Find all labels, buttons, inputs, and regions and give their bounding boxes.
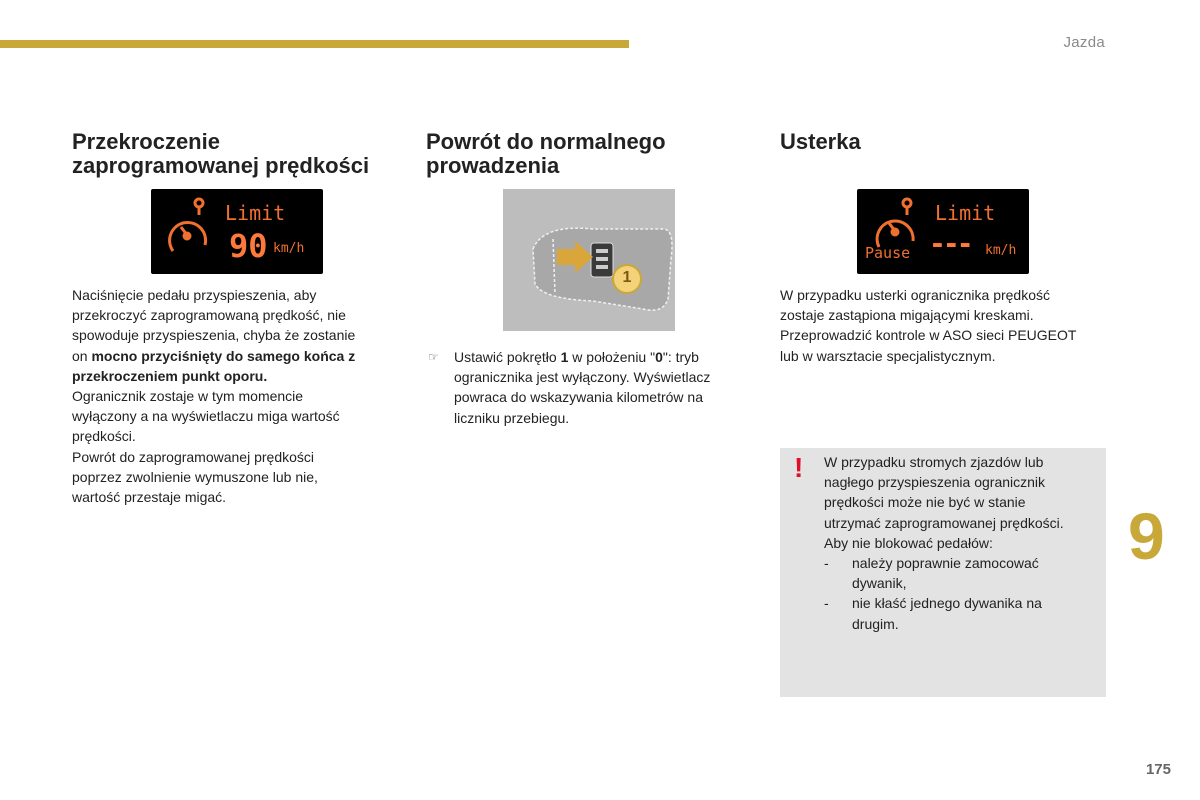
col1-text: on (72, 347, 92, 364)
section-title: Jazda (1063, 34, 1105, 51)
col1-line: prędkości. (72, 428, 136, 445)
col3-body (780, 285, 1120, 366)
control-stalk-icon (503, 189, 675, 331)
col3-line: Przeprowadzić kontrole w ASO sieci PEUGEOT (780, 327, 1077, 344)
warning-list-item (824, 553, 1104, 593)
limit-label: Limit (935, 201, 996, 225)
page-number: 175 (1145, 761, 1171, 778)
col2-text: w położeniu " (568, 349, 656, 365)
limit-display-image (151, 189, 323, 274)
speed-value: 90 (229, 227, 268, 265)
warning-text (824, 452, 1104, 634)
col3-title: Usterka (780, 129, 861, 154)
limit-label: Limit (225, 201, 286, 225)
warning-item-line: nie kłaść jednego dywanika na (852, 595, 1042, 612)
col3-line: W przypadku usterki ogranicznika prędkość (780, 287, 1051, 303)
warning-line: nagłego przyspieszenia ogranicznik (824, 474, 1046, 491)
col1-line: wartość przestaje migać. (72, 489, 227, 506)
col1-title (72, 130, 369, 178)
warning-item-line: dywanik, (852, 575, 907, 592)
col1-bold-text: przekroczeniem punkt oporu. (72, 367, 268, 384)
col2-line: liczniku przebiegu. (454, 409, 570, 426)
warning-exclamation-icon: ! (794, 452, 804, 483)
list-dash: - (824, 555, 829, 572)
col1-line: przekroczyć zaprogramowaną prędkość, nie (72, 307, 346, 324)
pause-label: Pause (865, 244, 911, 262)
col1-line: poprzez zwolnienie wymuszone lub nie, (72, 468, 318, 485)
warning-line: prędkości może nie być w stanie (824, 494, 1026, 511)
blinking-dashes: --- (929, 227, 971, 260)
col3-line: lub w warsztacie specjalistycznym. (780, 347, 996, 364)
col2-bold-text: 1 (560, 349, 569, 365)
col3-line: zostaje zastąpiona migającymi kreskami. (780, 307, 1034, 324)
col2-body (454, 347, 754, 428)
col2-line: powraca do wskazywania kilometrów na (454, 389, 703, 406)
col1-line (72, 366, 402, 386)
col2-line: ogranicznika jest wyłączony. Wyświetlacz (454, 369, 711, 386)
warning-item-line: należy poprawnie zamocować (852, 555, 1039, 572)
chapter-number: 9 (1128, 499, 1165, 573)
warning-item-line: drugim. (852, 615, 899, 632)
warning-line: utrzymać zaprogramowanej prędkości. (824, 514, 1064, 531)
col2-bold-text: 0 (655, 349, 663, 365)
col1-line: wyłączony a na wyświetlaczu miga wartość (72, 408, 340, 425)
warning-list-item (824, 593, 1104, 633)
callout-number: 1 (622, 269, 632, 286)
col1-line: Powrót do zaprogramowanej prędkości (72, 448, 315, 465)
col2-text: Ustawić pokrętło (454, 349, 561, 365)
col1-line: spowoduje przyspieszenia, chyba że zostanie (72, 327, 356, 344)
col2-line (454, 347, 754, 367)
col1-line: Ogranicznik zostaje w tym momencie (72, 388, 304, 405)
col1-title-line2: zaprogramowanej prędkości (72, 153, 370, 178)
warning-line: Aby nie blokować pedałów: (824, 534, 993, 551)
warning-box (780, 448, 1106, 697)
col1-line (72, 346, 402, 366)
pause-display-image (857, 189, 1029, 274)
col2-text: ": tryb (662, 349, 699, 365)
col2-title-line1: Powrót do normalnego (426, 129, 666, 154)
warning-line: W przypadku stromych zjazdów lub (824, 454, 1044, 470)
stalk-illustration (503, 189, 675, 331)
col2-title-line2: prowadzenia (426, 153, 560, 178)
pointing-hand-icon: ☞ (428, 350, 439, 364)
speed-unit: km/h (273, 241, 305, 256)
speed-unit: km/h (985, 243, 1017, 258)
col1-line: Naciśnięcie pedału przyspieszenia, aby (72, 287, 317, 303)
col1-body (72, 285, 402, 507)
col1-title-line1: Przekroczenie (72, 129, 220, 154)
list-dash: - (824, 595, 829, 612)
top-accent-bar (0, 40, 629, 48)
col1-bold-text: mocno przyciśnięty do samego końca z (91, 347, 356, 364)
col2-title (426, 130, 666, 178)
